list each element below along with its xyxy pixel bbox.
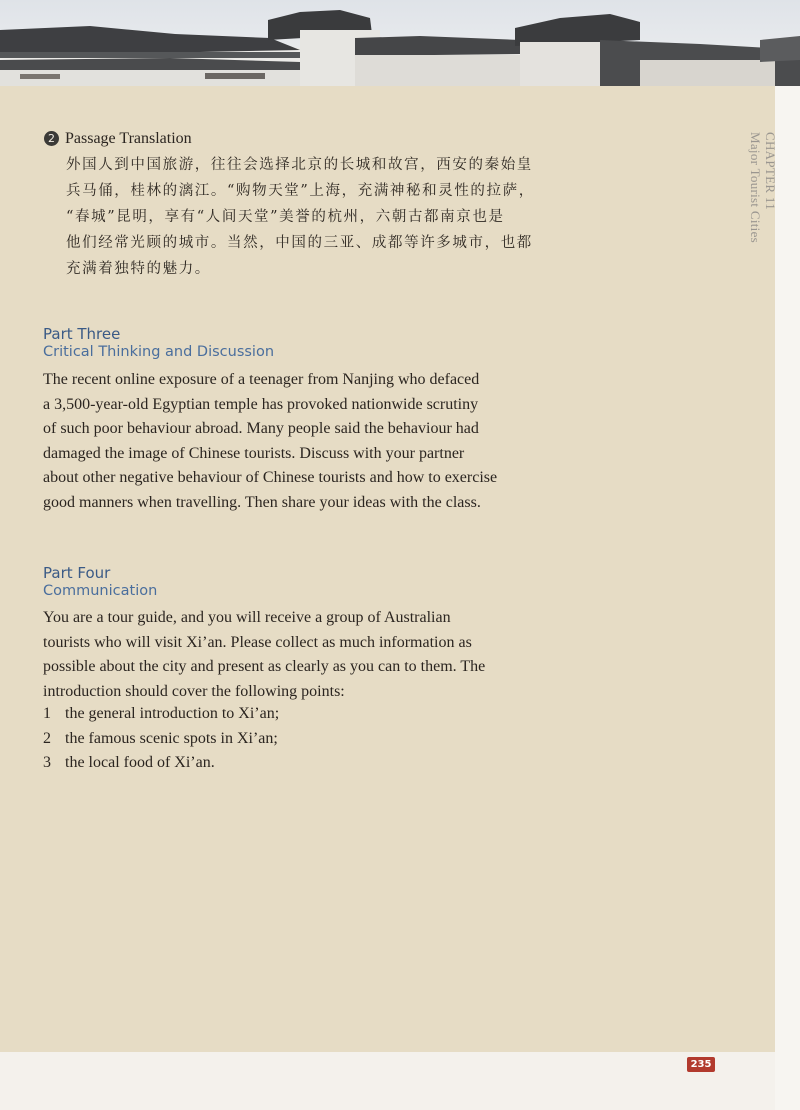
paragraph-line: damaged the image of Chinese tourists. Discuss with your partner bbox=[43, 444, 465, 462]
part-three-subtitle: Critical Thinking and Discussion bbox=[43, 344, 275, 360]
paragraph-line: of such poor behaviour abroad. Many people said the behaviour had bbox=[43, 420, 479, 437]
list-text: the local food of Xi’an. bbox=[65, 754, 215, 771]
page-number: 235 bbox=[687, 1057, 715, 1072]
translation-passage bbox=[66, 152, 546, 282]
list-number: 2 bbox=[43, 730, 51, 747]
paragraph-line: a 3,500-year-old Egyptian temple has provoked nationwide scrutiny bbox=[43, 395, 479, 413]
part-four-paragraph bbox=[43, 606, 543, 704]
passage-line: “春城”昆明，享有“人间天堂”美誉的杭州，六朝古都南京也是 bbox=[66, 209, 505, 225]
paragraph-line: possible about the city and present as clearly as you can to them. The bbox=[43, 658, 486, 675]
side-strip bbox=[775, 86, 800, 1110]
passage-line: 兵马俑，桂林的漓江。“购物天堂”上海，充满神秘和灵性的拉萨， bbox=[66, 183, 535, 199]
paragraph-line: You are a tour guide, and you will receive a group of Australian bbox=[43, 609, 451, 626]
part-three-paragraph bbox=[43, 368, 543, 515]
section-number-badge: 2 bbox=[44, 131, 59, 146]
paragraph-line: The recent online exposure of a teenager from Nanjing who defaced bbox=[43, 371, 480, 388]
list-text: the famous scenic spots in Xi’an; bbox=[65, 730, 278, 747]
part-four-title: Part Four bbox=[43, 564, 111, 582]
passage-line: 他们经常光顾的城市。当然，中国的三亚、成都等许多城市，也都 bbox=[66, 235, 533, 251]
passage-line: 外国人到中国旅游，往往会选择北京的长城和故宫，西安的秦始皇 bbox=[66, 157, 533, 173]
passage-translation-title: Passage Translation bbox=[65, 130, 192, 147]
header-photo-rooftops bbox=[0, 0, 800, 90]
list-item bbox=[43, 705, 279, 723]
paragraph-line: tourists who will visit Xi’an. Please collect as much information as bbox=[43, 633, 472, 651]
passage-translation-heading bbox=[44, 130, 192, 148]
list-text: the general introduction to Xi’an; bbox=[65, 705, 280, 722]
passage-line: 充满着独特的魅力。 bbox=[66, 261, 211, 277]
paragraph-line: good manners when travelling. Then share your ideas with the class. bbox=[43, 493, 481, 511]
part-four-subtitle: Communication bbox=[43, 583, 158, 599]
paragraph-line: about other negative behaviour of Chinese tourists and how to exercise bbox=[43, 469, 498, 486]
chapter-number: CHAPTER 11 bbox=[763, 132, 778, 210]
list-number: 1 bbox=[43, 705, 51, 722]
list-number: 3 bbox=[43, 754, 51, 771]
list-item bbox=[43, 754, 215, 772]
list-item bbox=[43, 730, 278, 748]
part-three-title: Part Three bbox=[43, 325, 121, 343]
chapter-title: Major Tourist Cities bbox=[748, 132, 763, 244]
chapter-label bbox=[748, 132, 778, 243]
paragraph-line: introduction should cover the following points: bbox=[43, 682, 345, 700]
